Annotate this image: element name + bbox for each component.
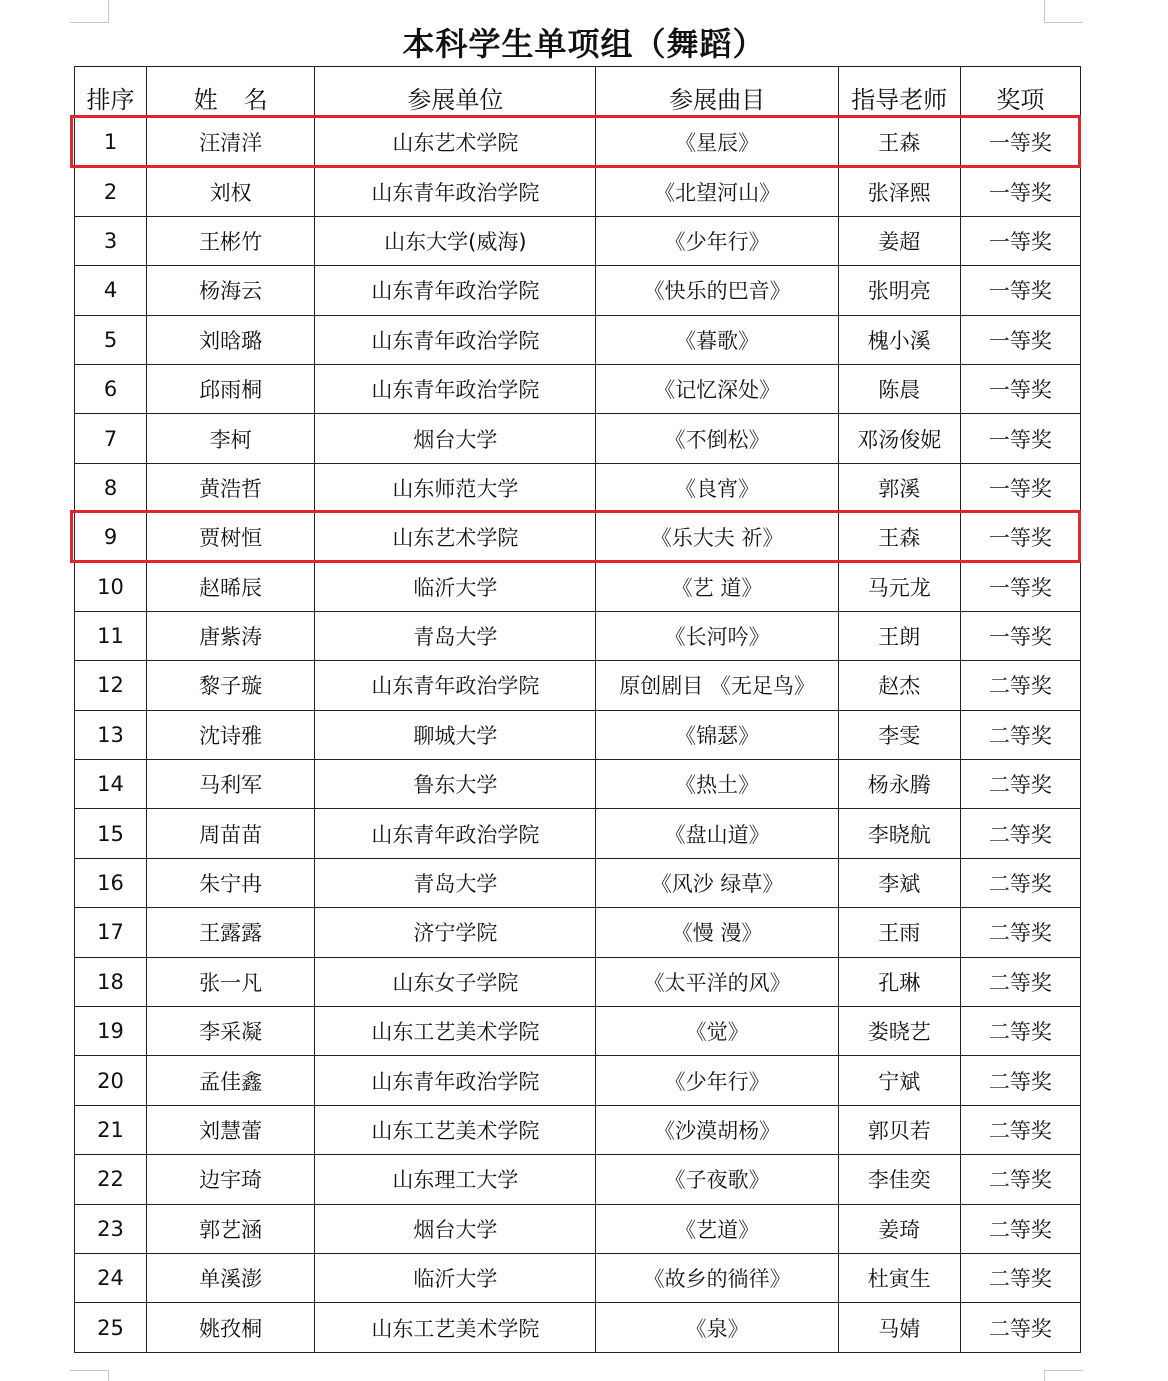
cell-work: 《北望河山》 xyxy=(596,167,838,216)
cell-name: 黎子璇 xyxy=(147,661,315,710)
cell-teacher: 王朗 xyxy=(838,611,960,660)
table-row xyxy=(75,611,1081,660)
cell-name: 张一凡 xyxy=(147,957,315,1006)
page-corner-mark xyxy=(1044,1370,1083,1381)
cell-rank: 14 xyxy=(75,760,147,809)
cell-teacher: 郭溪 xyxy=(838,463,960,512)
cell-rank: 24 xyxy=(75,1253,147,1302)
cell-unit: 山东青年政治学院 xyxy=(315,167,596,216)
cell-work: 《乐大夫 祈》 xyxy=(596,513,838,562)
cell-name: 唐紫涛 xyxy=(147,611,315,660)
cell-work: 《长河吟》 xyxy=(596,611,838,660)
cell-rank: 5 xyxy=(75,315,147,364)
cell-name: 刘晗璐 xyxy=(147,315,315,364)
cell-work: 《少年行》 xyxy=(596,1056,838,1105)
cell-teacher: 马婧 xyxy=(838,1303,960,1352)
cell-rank: 22 xyxy=(75,1155,147,1204)
cell-unit: 山东工艺美术学院 xyxy=(315,1007,596,1056)
cell-rank: 1 xyxy=(75,118,147,167)
cell-work: 《慢 漫》 xyxy=(596,908,838,957)
cell-award: 二等奖 xyxy=(960,1007,1080,1056)
cell-teacher: 马元龙 xyxy=(838,562,960,611)
cell-teacher: 王雨 xyxy=(838,908,960,957)
cell-work: 《暮歌》 xyxy=(596,315,838,364)
cell-name: 李采凝 xyxy=(147,1007,315,1056)
cell-work: 《快乐的巴音》 xyxy=(596,266,838,315)
cell-rank: 25 xyxy=(75,1303,147,1352)
cell-unit: 山东青年政治学院 xyxy=(315,661,596,710)
cell-name: 王露露 xyxy=(147,908,315,957)
document-title: 本科学生单项组（舞蹈） xyxy=(402,25,766,63)
cell-teacher: 郭贝若 xyxy=(838,1105,960,1154)
table-row xyxy=(75,858,1081,907)
awards-table xyxy=(74,66,1081,1353)
cell-name: 朱宁冉 xyxy=(147,858,315,907)
cell-unit: 青岛大学 xyxy=(315,858,596,907)
cell-rank: 15 xyxy=(75,809,147,858)
cell-teacher: 李佳奕 xyxy=(838,1155,960,1204)
cell-teacher: 姜琦 xyxy=(838,1204,960,1253)
cell-award: 二等奖 xyxy=(960,710,1080,759)
header-rank: 排序 xyxy=(75,67,147,118)
cell-award: 一等奖 xyxy=(960,167,1080,216)
cell-teacher: 邓汤俊妮 xyxy=(838,414,960,463)
cell-award: 二等奖 xyxy=(960,1253,1080,1302)
cell-award: 一等奖 xyxy=(960,266,1080,315)
cell-rank: 3 xyxy=(75,216,147,265)
cell-award: 一等奖 xyxy=(960,364,1080,413)
page-corner-mark xyxy=(1044,0,1083,23)
cell-rank: 2 xyxy=(75,167,147,216)
cell-unit: 山东青年政治学院 xyxy=(315,266,596,315)
table-row xyxy=(75,957,1081,1006)
cell-teacher: 王森 xyxy=(838,513,960,562)
cell-name: 姚孜桐 xyxy=(147,1303,315,1352)
cell-work: 《星辰》 xyxy=(596,118,838,167)
table-row xyxy=(75,908,1081,957)
cell-rank: 18 xyxy=(75,957,147,1006)
table-row xyxy=(75,661,1081,710)
cell-award: 二等奖 xyxy=(960,1105,1080,1154)
cell-teacher: 姜超 xyxy=(838,216,960,265)
table-row xyxy=(75,414,1081,463)
cell-award: 一等奖 xyxy=(960,463,1080,512)
cell-name: 刘慧蕾 xyxy=(147,1105,315,1154)
cell-name: 贾树恒 xyxy=(147,513,315,562)
cell-name: 单溪澎 xyxy=(147,1253,315,1302)
cell-rank: 13 xyxy=(75,710,147,759)
cell-award: 二等奖 xyxy=(960,661,1080,710)
table-row xyxy=(75,760,1081,809)
cell-name: 沈诗雅 xyxy=(147,710,315,759)
table-row xyxy=(75,463,1081,512)
cell-award: 一等奖 xyxy=(960,414,1080,463)
cell-award: 一等奖 xyxy=(960,216,1080,265)
cell-name: 刘权 xyxy=(147,167,315,216)
cell-unit: 鲁东大学 xyxy=(315,760,596,809)
cell-unit: 山东青年政治学院 xyxy=(315,1056,596,1105)
header-name-first-char: 姓 xyxy=(193,86,218,114)
cell-work: 《记忆深处》 xyxy=(596,364,838,413)
cell-name: 郭艺涵 xyxy=(147,1204,315,1253)
table-body xyxy=(75,118,1081,1353)
page-corner-mark xyxy=(70,0,109,23)
cell-unit: 山东师范大学 xyxy=(315,463,596,512)
cell-award: 一等奖 xyxy=(960,513,1080,562)
cell-unit: 烟台大学 xyxy=(315,1204,596,1253)
cell-teacher: 王森 xyxy=(838,118,960,167)
table-row xyxy=(75,513,1081,562)
cell-teacher: 赵杰 xyxy=(838,661,960,710)
cell-work: 《锦瑟》 xyxy=(596,710,838,759)
table-row xyxy=(75,216,1081,265)
table-row xyxy=(75,118,1081,167)
cell-rank: 12 xyxy=(75,661,147,710)
cell-award: 二等奖 xyxy=(960,957,1080,1006)
cell-rank: 23 xyxy=(75,1204,147,1253)
header-unit: 参展单位 xyxy=(315,67,596,118)
cell-unit: 山东女子学院 xyxy=(315,957,596,1006)
table-row xyxy=(75,809,1081,858)
cell-name: 王彬竹 xyxy=(147,216,315,265)
cell-award: 二等奖 xyxy=(960,1056,1080,1105)
header-work: 参展曲目 xyxy=(596,67,838,118)
cell-unit: 山东工艺美术学院 xyxy=(315,1303,596,1352)
cell-unit: 山东青年政治学院 xyxy=(315,809,596,858)
cell-unit: 青岛大学 xyxy=(315,611,596,660)
header-name xyxy=(147,67,315,118)
table-row xyxy=(75,1204,1081,1253)
table-row xyxy=(75,1303,1081,1352)
cell-work: 《风沙 绿草》 xyxy=(596,858,838,907)
cell-award: 二等奖 xyxy=(960,809,1080,858)
cell-rank: 8 xyxy=(75,463,147,512)
cell-unit: 烟台大学 xyxy=(315,414,596,463)
cell-award: 二等奖 xyxy=(960,1155,1080,1204)
cell-rank: 17 xyxy=(75,908,147,957)
table-header xyxy=(75,67,1081,118)
cell-name: 马利军 xyxy=(147,760,315,809)
table-row xyxy=(75,562,1081,611)
cell-teacher: 陈晨 xyxy=(838,364,960,413)
table-row xyxy=(75,315,1081,364)
cell-unit: 山东艺术学院 xyxy=(315,118,596,167)
header-award: 奖项 xyxy=(960,67,1080,118)
cell-name: 李柯 xyxy=(147,414,315,463)
cell-rank: 19 xyxy=(75,1007,147,1056)
cell-teacher: 张泽熙 xyxy=(838,167,960,216)
cell-name: 汪清洋 xyxy=(147,118,315,167)
cell-work: 《不倒松》 xyxy=(596,414,838,463)
cell-award: 一等奖 xyxy=(960,611,1080,660)
header-name-second-char: 名 xyxy=(243,86,268,114)
table-row xyxy=(75,1056,1081,1105)
table-row xyxy=(75,1155,1081,1204)
cell-rank: 10 xyxy=(75,562,147,611)
cell-name: 杨海云 xyxy=(147,266,315,315)
cell-teacher: 李雯 xyxy=(838,710,960,759)
cell-award: 二等奖 xyxy=(960,1204,1080,1253)
cell-award: 二等奖 xyxy=(960,908,1080,957)
table-row xyxy=(75,1007,1081,1056)
table-row xyxy=(75,1105,1081,1154)
cell-work: 《艺道》 xyxy=(596,1204,838,1253)
cell-name: 黄浩哲 xyxy=(147,463,315,512)
table-row xyxy=(75,266,1081,315)
cell-name: 邱雨桐 xyxy=(147,364,315,413)
cell-unit: 济宁学院 xyxy=(315,908,596,957)
cell-teacher: 张明亮 xyxy=(838,266,960,315)
cell-name: 孟佳鑫 xyxy=(147,1056,315,1105)
cell-award: 一等奖 xyxy=(960,562,1080,611)
cell-work: 《少年行》 xyxy=(596,216,838,265)
cell-award: 一等奖 xyxy=(960,315,1080,364)
cell-rank: 7 xyxy=(75,414,147,463)
cell-work: 《泉》 xyxy=(596,1303,838,1352)
cell-teacher: 杜寅生 xyxy=(838,1253,960,1302)
cell-rank: 16 xyxy=(75,858,147,907)
cell-teacher: 李斌 xyxy=(838,858,960,907)
cell-work: 《太平洋的风》 xyxy=(596,957,838,1006)
cell-work: 《热土》 xyxy=(596,760,838,809)
cell-name: 边宇琦 xyxy=(147,1155,315,1204)
cell-teacher: 杨永腾 xyxy=(838,760,960,809)
cell-work: 《故乡的徜徉》 xyxy=(596,1253,838,1302)
cell-unit: 山东青年政治学院 xyxy=(315,364,596,413)
cell-unit: 山东青年政治学院 xyxy=(315,315,596,364)
cell-unit: 山东大学(威海) xyxy=(315,216,596,265)
header-teacher: 指导老师 xyxy=(838,67,960,118)
cell-unit: 山东工艺美术学院 xyxy=(315,1105,596,1154)
cell-unit: 聊城大学 xyxy=(315,710,596,759)
cell-name: 赵晞辰 xyxy=(147,562,315,611)
cell-work: 《沙漠胡杨》 xyxy=(596,1105,838,1154)
cell-name: 周苗苗 xyxy=(147,809,315,858)
cell-rank: 4 xyxy=(75,266,147,315)
cell-teacher: 娄晓艺 xyxy=(838,1007,960,1056)
page-corner-mark xyxy=(70,1370,109,1381)
cell-work: 《觉》 xyxy=(596,1007,838,1056)
cell-rank: 20 xyxy=(75,1056,147,1105)
cell-work: 《子夜歌》 xyxy=(596,1155,838,1204)
cell-rank: 21 xyxy=(75,1105,147,1154)
cell-unit: 临沂大学 xyxy=(315,1253,596,1302)
cell-teacher: 李晓航 xyxy=(838,809,960,858)
cell-work: 《盘山道》 xyxy=(596,809,838,858)
table-row xyxy=(75,364,1081,413)
cell-award: 二等奖 xyxy=(960,760,1080,809)
cell-rank: 11 xyxy=(75,611,147,660)
cell-work: 《艺 道》 xyxy=(596,562,838,611)
cell-unit: 临沂大学 xyxy=(315,562,596,611)
cell-award: 一等奖 xyxy=(960,118,1080,167)
cell-teacher: 孔琳 xyxy=(838,957,960,1006)
cell-teacher: 槐小溪 xyxy=(838,315,960,364)
cell-unit: 山东艺术学院 xyxy=(315,513,596,562)
table-row xyxy=(75,167,1081,216)
cell-work: 原创剧目 《无足鸟》 xyxy=(596,661,838,710)
cell-work: 《良宵》 xyxy=(596,463,838,512)
header-row xyxy=(75,67,1081,118)
cell-award: 二等奖 xyxy=(960,1303,1080,1352)
table-row xyxy=(75,1253,1081,1302)
cell-rank: 9 xyxy=(75,513,147,562)
table-row xyxy=(75,710,1081,759)
cell-teacher: 宁斌 xyxy=(838,1056,960,1105)
cell-unit: 山东理工大学 xyxy=(315,1155,596,1204)
cell-rank: 6 xyxy=(75,364,147,413)
cell-award: 二等奖 xyxy=(960,858,1080,907)
